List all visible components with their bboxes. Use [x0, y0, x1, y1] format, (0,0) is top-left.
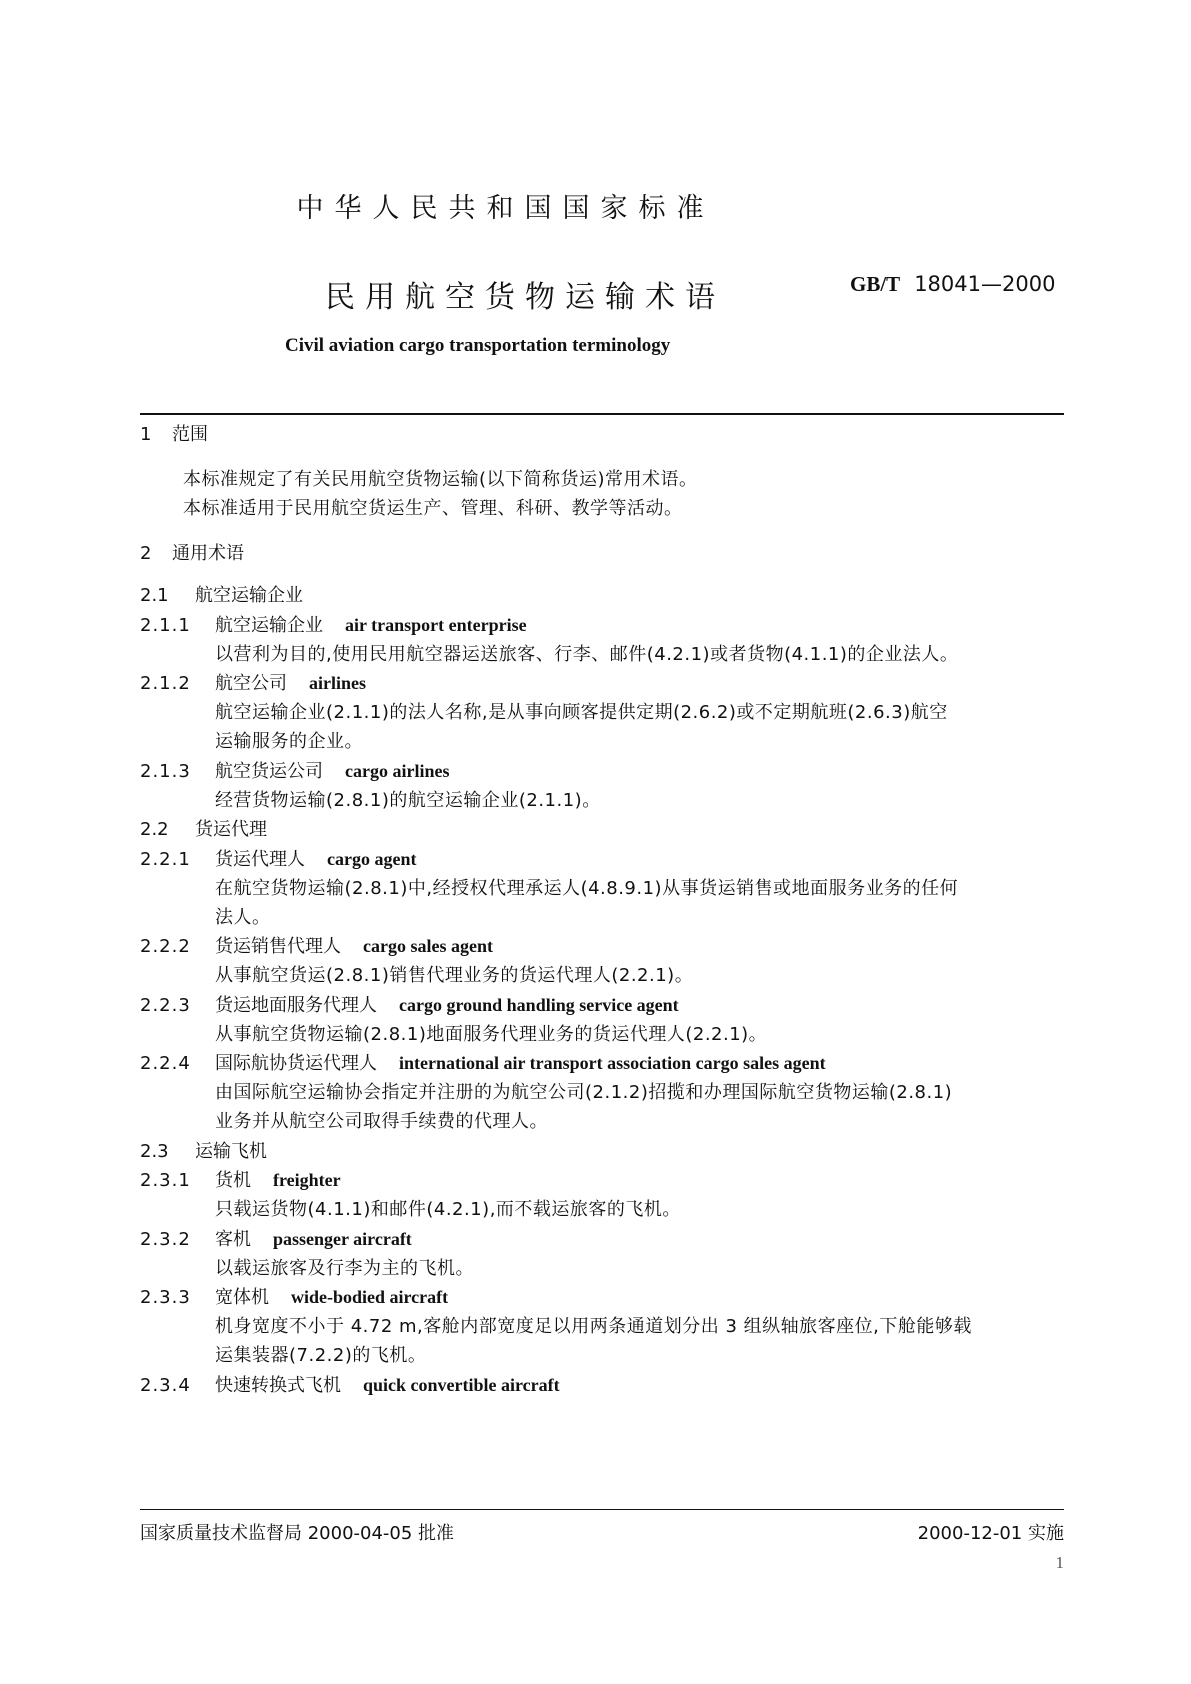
term-en: cargo agent — [327, 849, 417, 869]
term-entry: 2.3.3 宽体机 wide-bodied aircraft — [140, 1287, 449, 1308]
term-definition: 只载运货物(4.1.1)和邮件(4.2.1),而不载运旅客的飞机。 — [215, 1199, 681, 1220]
term-entry: 2.1.1 航空运输企业 air transport enterprise — [140, 615, 527, 636]
term-cn: 快速转换式飞机 — [215, 1375, 341, 1396]
document-title-cn: 民用航空货物运输术语 — [325, 280, 725, 315]
subsection-heading: 2.3 运输飞机 — [140, 1141, 267, 1162]
term-en: quick convertible aircraft — [363, 1375, 560, 1395]
term-en: freighter — [273, 1170, 341, 1190]
term-entry: 2.1.2 航空公司 airlines — [140, 673, 366, 694]
term-entry: 2.3.4 快速转换式飞机 quick convertible aircraft — [140, 1375, 560, 1396]
term-cn: 货机 — [215, 1170, 251, 1191]
term-cn: 航空货运公司 — [215, 761, 323, 782]
term-definition: 机身宽度不小于 4.72 m,客舱内部宽度足以用两条通道划分出 3 组纵轴旅客座位,下舱能够载 — [215, 1316, 972, 1337]
term-cn: 国际航协货运代理人 — [215, 1053, 377, 1074]
term-cn: 货运代理人 — [215, 849, 305, 870]
standard-code — [850, 272, 1055, 297]
header-divider — [140, 413, 1064, 415]
term-entry: 2.2.1 货运代理人 cargo agent — [140, 849, 417, 870]
subsection-heading: 2.2 货运代理 — [140, 819, 267, 840]
term-entry: 2.3.2 客机 passenger aircraft — [140, 1229, 412, 1250]
subsection-heading: 2.1 航空运输企业 — [140, 585, 303, 606]
footer-divider — [140, 1509, 1064, 1510]
term-entry: 2.3.1 货机 freighter — [140, 1170, 341, 1191]
standard-code-prefix: GB/T — [850, 272, 901, 296]
term-en: passenger aircraft — [273, 1229, 412, 1249]
term-cn: 客机 — [215, 1229, 251, 1250]
term-entry: 2.2.2 货运销售代理人 cargo sales agent — [140, 936, 493, 957]
scope-paragraph-1: 本标准规定了有关民用航空货物运输(以下简称货运)常用术语。 — [183, 469, 698, 490]
term-cn: 航空公司 — [215, 673, 287, 694]
term-definition: 以营利为目的,使用民用航空器运送旅客、行李、邮件(4.2.1)或者货物(4.1.1)的企业法人。 — [215, 644, 959, 665]
term-en: cargo sales agent — [363, 936, 493, 956]
term-definition: 运输服务的企业。 — [215, 731, 363, 752]
term-definition: 运集装器(7.2.2)的飞机。 — [215, 1345, 427, 1366]
term-definition: 航空运输企业(2.1.1)的法人名称,是从事向顾客提供定期(2.6.2)或不定期航班(2.6.3)航空 — [215, 702, 948, 723]
section-heading-scope: 1 范围 — [140, 424, 208, 445]
term-definition: 经营货物运输(2.8.1)的航空运输企业(2.1.1)。 — [215, 790, 601, 811]
term-en: air transport enterprise — [345, 615, 527, 635]
term-entry: 2.2.4 国际航协货运代理人 international air transport association cargo sales agent — [140, 1053, 826, 1074]
term-definition: 在航空货物运输(2.8.1)中,经授权代理承运人(4.8.9.1)从事货运销售或地面服务业务的任何 — [215, 878, 959, 899]
term-en: airlines — [309, 673, 366, 693]
term-cn: 货运销售代理人 — [215, 936, 341, 957]
standard-code-number: 18041—2000 — [914, 272, 1056, 296]
term-entry: 2.2.3 货运地面服务代理人 cargo ground handling service agent — [140, 995, 679, 1016]
term-definition: 从事航空货物运输(2.8.1)地面服务代理业务的货运代理人(2.2.1)。 — [215, 1024, 768, 1045]
term-definition: 法人。 — [215, 907, 271, 928]
term-en: international air transport association cargo sales agent — [399, 1053, 826, 1073]
term-cn: 宽体机 — [215, 1287, 269, 1308]
term-definition: 业务并从航空公司取得手续费的代理人。 — [215, 1111, 548, 1132]
effective-date: 2000-12-01 实施 — [917, 1523, 1064, 1544]
term-cn: 货运地面服务代理人 — [215, 995, 377, 1016]
term-en: cargo ground handling service agent — [399, 995, 679, 1015]
document-title-en: Civil aviation cargo transportation terminology — [285, 335, 671, 356]
term-definition: 由国际航空运输协会指定并注册的为航空公司(2.1.2)招揽和办理国际航空货物运输(2.8.1) — [215, 1082, 953, 1103]
page-number: 1 — [1055, 1553, 1064, 1572]
term-en: wide-bodied aircraft — [291, 1287, 449, 1307]
term-cn: 航空运输企业 — [215, 615, 323, 636]
approval-date: 国家质量技术监督局 2000-04-05 批准 — [140, 1523, 455, 1544]
term-definition: 从事航空货运(2.8.1)销售代理业务的货运代理人(2.2.1)。 — [215, 965, 694, 986]
section-heading-general-terms: 2 通用术语 — [140, 543, 244, 564]
term-en: cargo airlines — [345, 761, 450, 781]
scope-paragraph-2: 本标准适用于民用航空货运生产、管理、科研、教学等活动。 — [183, 498, 683, 519]
national-standard-heading: 中华人民共和国国家标准 — [296, 193, 715, 224]
term-definition: 以载运旅客及行李为主的飞机。 — [215, 1258, 474, 1279]
term-entry: 2.1.3 航空货运公司 cargo airlines — [140, 761, 450, 782]
